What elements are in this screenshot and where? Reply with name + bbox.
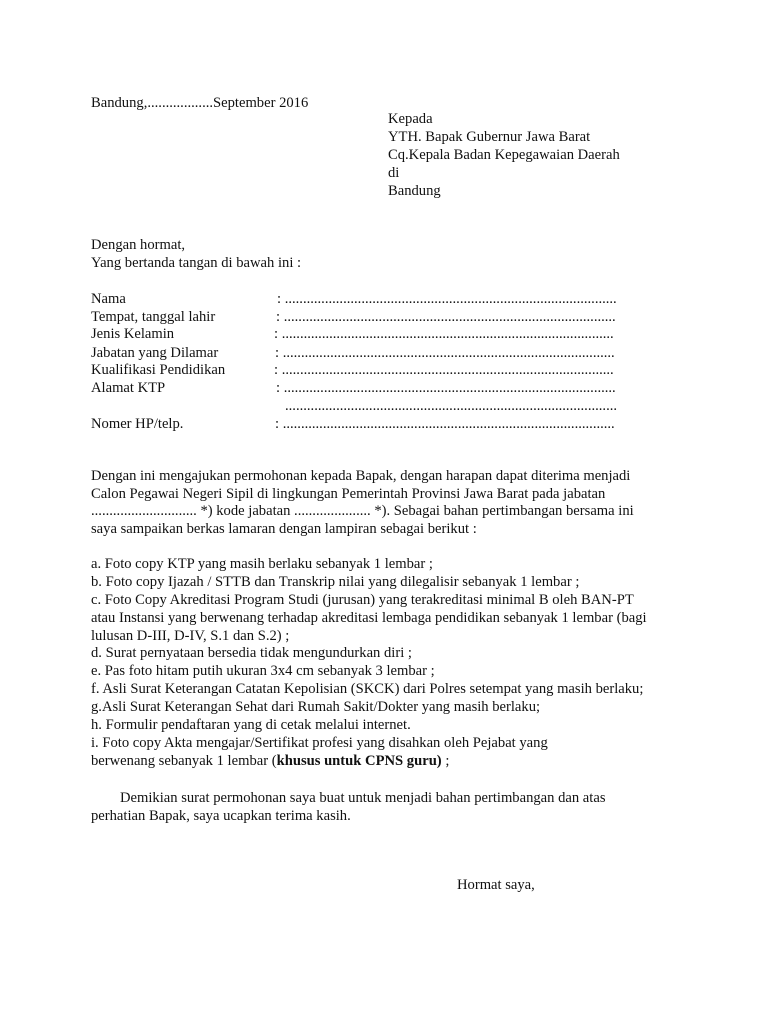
date-line: Bandung,..................September 2016	[91, 95, 309, 111]
recipient-yth: YTH. Bapak Gubernur Jawa Barat	[388, 129, 591, 145]
field-value-alamat-cont: ...........................................................................................	[285, 398, 618, 414]
recipient-cq: Cq.Kepala Badan Kepegawaian Daerah	[388, 147, 620, 163]
closing-line: perhatian Bapak, saya ucapkan terima kasih.	[91, 808, 351, 824]
body-line: saya sampaikan berkas lamaran dengan lampiran sebagai berikut :	[91, 521, 477, 537]
field-value-nama: : ...........................................................................................	[277, 291, 617, 307]
body-line: Dengan ini mengajukan permohonan kepada Bapak, dengan harapan dapat diterima menjadi	[91, 468, 631, 484]
recipient-to: Kepada	[388, 111, 433, 127]
list-item: f. Asli Surat Keterangan Catatan Kepolisian (SKCK) dari Polres setempat yang masih berlaku;	[91, 681, 644, 697]
field-value-jabatan: : ...........................................................................................	[275, 345, 615, 361]
field-value-kualifikasi: : ...........................................................................................	[274, 362, 614, 378]
signoff: Hormat saya,	[457, 877, 535, 893]
field-value-ttl: : ...........................................................................................	[276, 309, 616, 325]
field-label-telp: Nomer HP/telp.	[91, 416, 184, 432]
list-item: atau Instansi yang berwenang terhadap akreditasi lembaga pendidikan sebanyak 1 lembar (bagi	[91, 610, 647, 626]
greeting: Dengan hormat,	[91, 237, 186, 253]
list-item-last-bold: khusus untuk CPNS guru)	[276, 753, 442, 769]
list-item: e. Pas foto hitam putih ukuran 3x4 cm sebanyak 3 lembar ;	[91, 663, 435, 679]
list-item-last-post: ;	[441, 753, 450, 769]
recipient-di: di	[388, 165, 400, 181]
field-label-alamat: Alamat KTP	[91, 380, 166, 396]
field-label-nama: Nama	[91, 291, 126, 307]
list-item: b. Foto copy Ijazah / STTB dan Transkrip nilai yang dilegalisir sebanyak 1 lembar ;	[91, 574, 580, 590]
closing-line: Demikian surat permohonan saya buat untuk menjadi bahan pertimbangan dan atas	[120, 790, 606, 806]
list-item: a. Foto copy KTP yang masih berlaku sebanyak 1 lembar ;	[91, 556, 433, 572]
body-line: Calon Pegawai Negeri Sipil di lingkungan Pemerintah Provinsi Jawa Barat pada jabatan	[91, 486, 606, 502]
list-item: lulusan D-III, D-IV, S.1 dan S.2) ;	[91, 628, 290, 644]
field-label-jenis-kelamin: Jenis Kelamin	[91, 326, 175, 342]
field-label-ttl: Tempat, tanggal lahir	[91, 309, 216, 325]
field-value-alamat: : ...........................................................................................	[276, 380, 616, 396]
field-label-kualifikasi: Kualifikasi Pendidikan	[91, 362, 226, 378]
field-label-jabatan: Jabatan yang Dilamar	[91, 345, 219, 361]
recipient-city: Bandung	[388, 183, 441, 199]
list-item: c. Foto Copy Akreditasi Program Studi (jurusan) yang terakreditasi minimal B oleh BAN-PT	[91, 592, 634, 608]
list-item: g.Asli Surat Keterangan Sehat dari Rumah Sakit/Dokter yang masih berlaku;	[91, 699, 541, 715]
field-value-jenis-kelamin: : ...........................................................................................	[274, 326, 614, 342]
body-line: ............................. *) kode jabatan ..................... *). Sebagai bahan pertimbangan bersama ini	[91, 503, 634, 519]
list-item-last-pre: berwenang sebanyak 1 lembar (	[91, 753, 277, 769]
field-value-telp: : ...........................................................................................	[275, 416, 615, 432]
list-item: h. Formulir pendaftaran yang di cetak melalui internet.	[91, 717, 411, 733]
intro: Yang bertanda tangan di bawah ini :	[91, 255, 302, 271]
list-item: d. Surat pernyataan bersedia tidak mengundurkan diri ;	[91, 645, 412, 661]
list-item-last	[91, 752, 449, 770]
list-item: i. Foto copy Akta mengajar/Sertifikat profesi yang disahkan oleh Pejabat yang	[91, 735, 548, 751]
